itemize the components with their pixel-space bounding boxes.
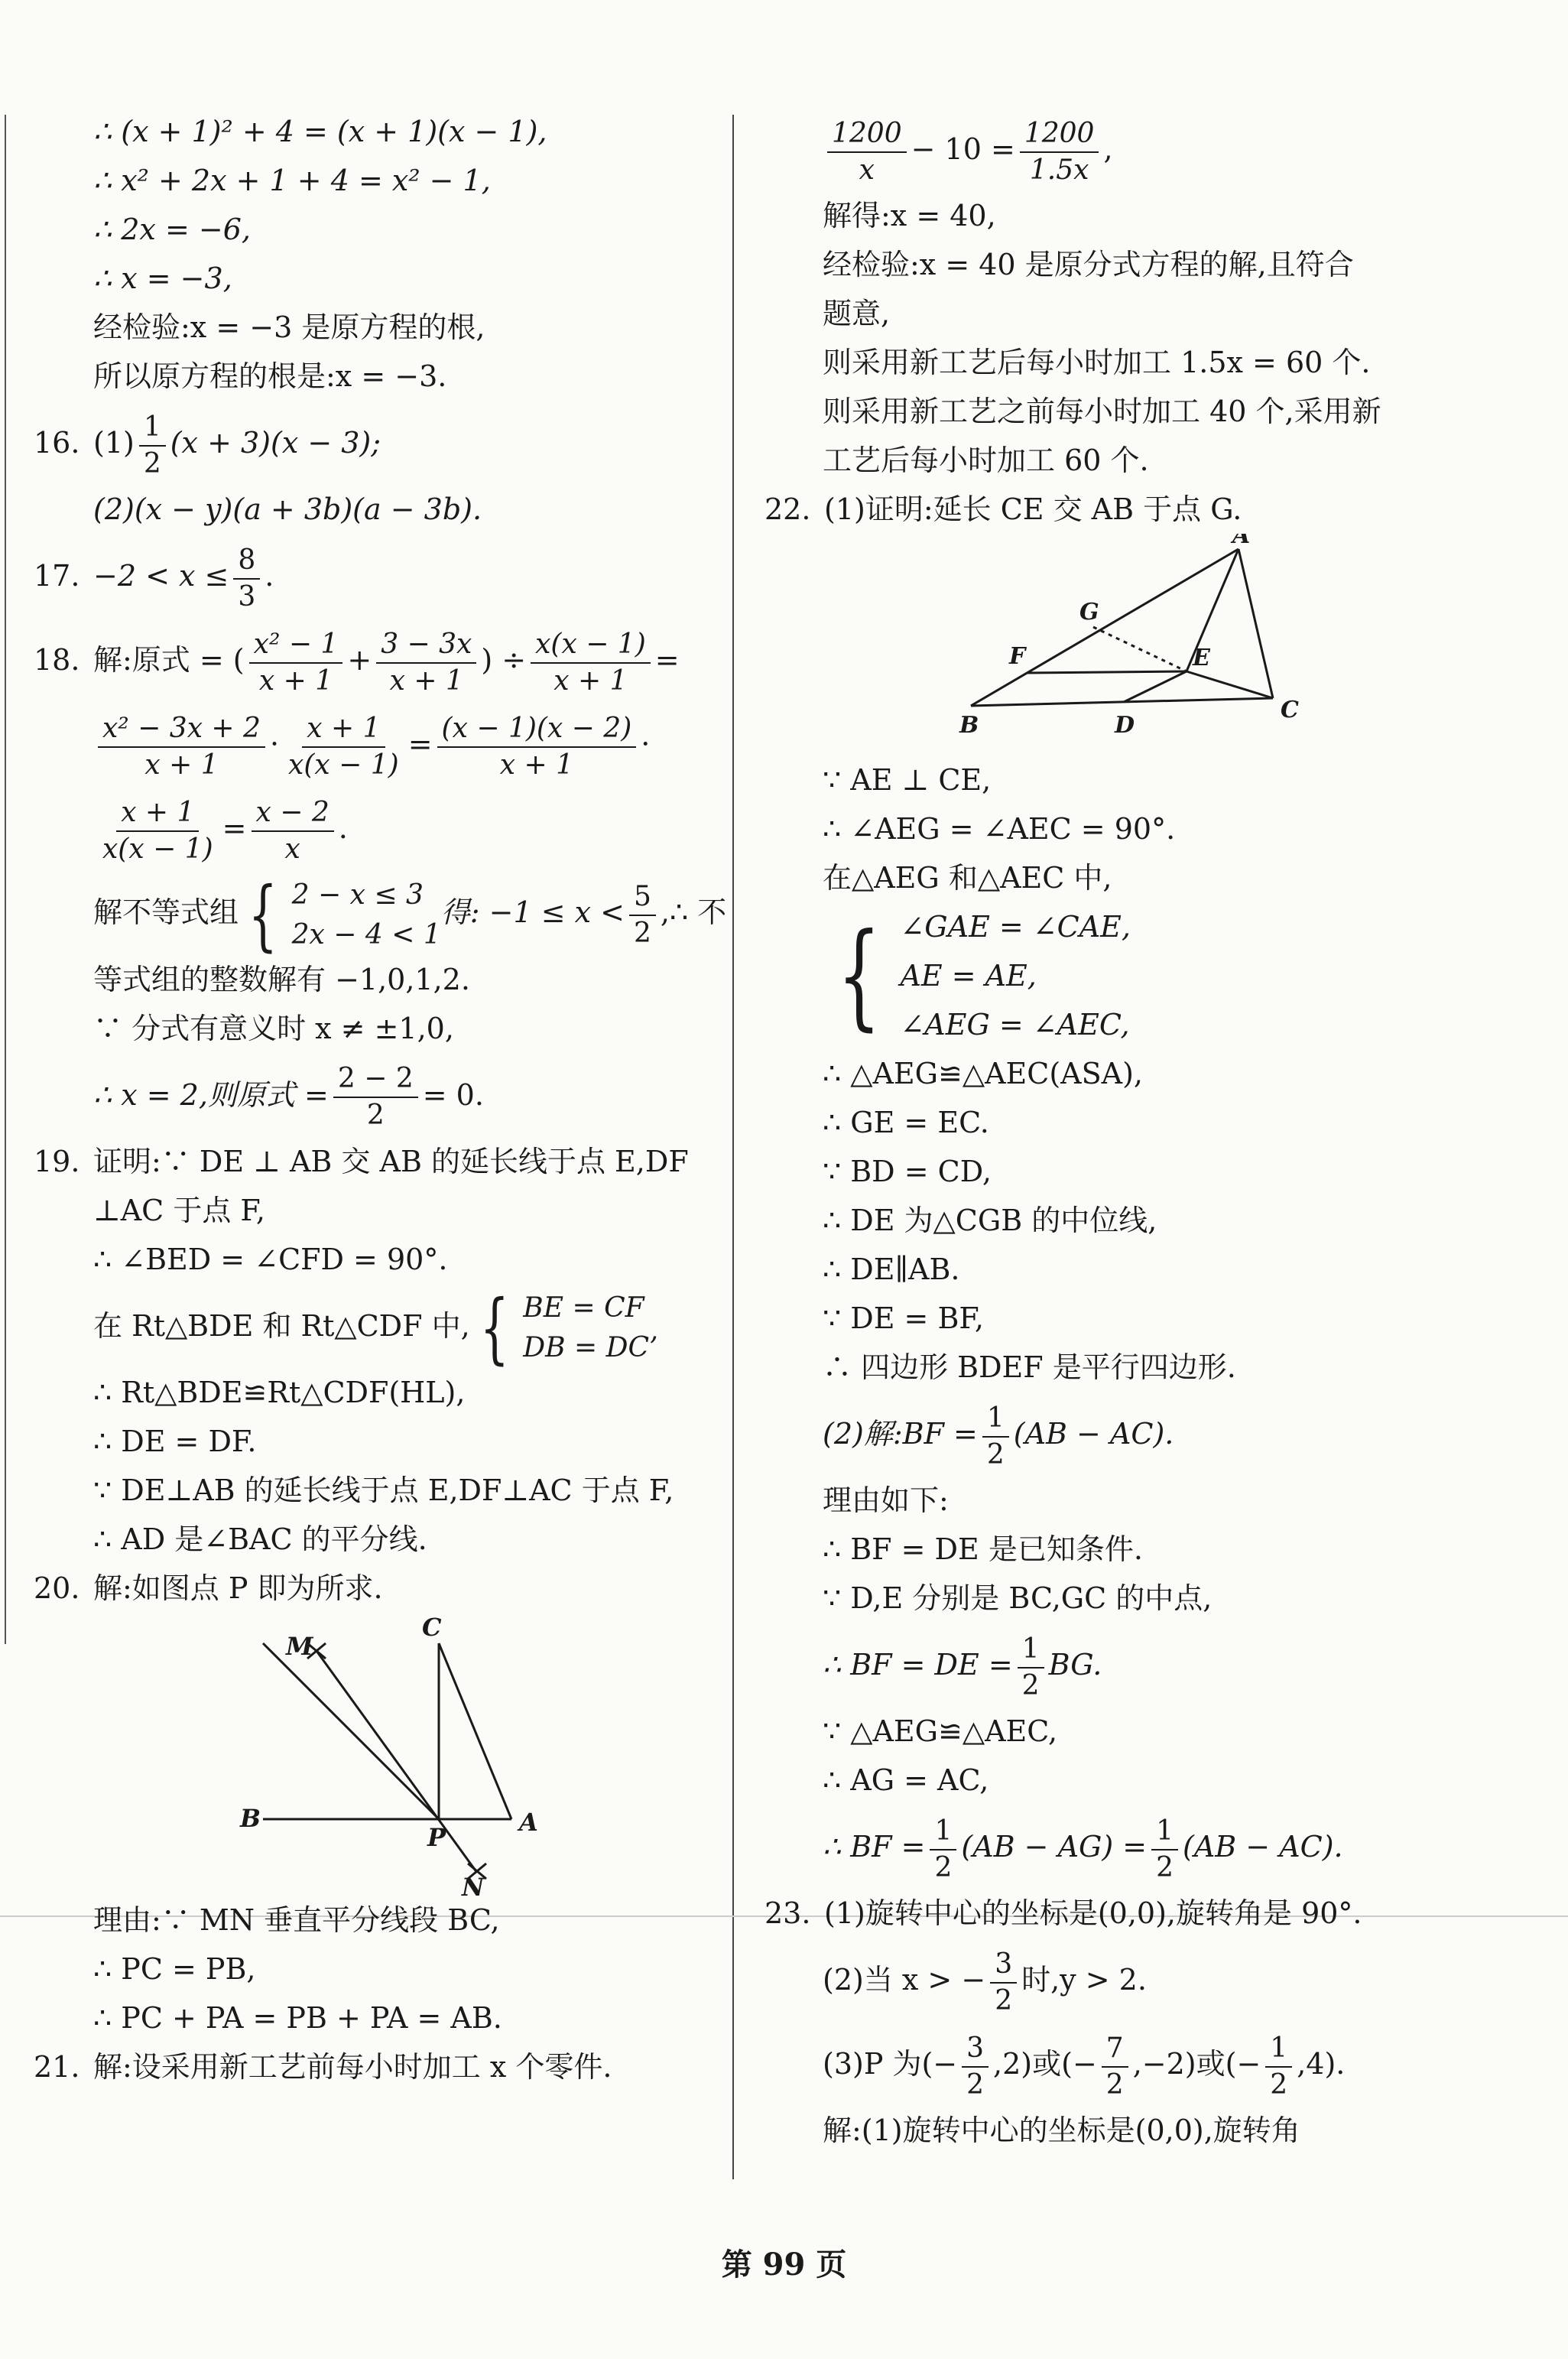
question-23-part-2 (765, 1938, 1529, 2022)
question-20 (34, 1564, 722, 1613)
denominator: 2 (634, 917, 651, 949)
denominator: x + 1 (144, 749, 219, 781)
question-18-line-4 (34, 869, 727, 960)
question-22-line-19 (765, 1805, 1529, 1889)
label-A: A (1232, 534, 1251, 549)
system-brace (823, 902, 1131, 1049)
numerator: 2 − 2 (333, 1061, 418, 1098)
text-line: ∴ DE∥AB. (823, 1253, 960, 1286)
brace-glyph: { (479, 1283, 509, 1373)
fraction (284, 711, 404, 783)
text-line: ∴ x = −3, (93, 262, 232, 295)
label-M: M (286, 1632, 313, 1661)
numerator: 8 (233, 543, 260, 580)
text-line: 解得:x = 40, (823, 199, 996, 232)
column-divider (732, 115, 734, 2179)
system-brace (470, 1283, 658, 1373)
condition-row: AE = AE, (900, 959, 1037, 993)
text-line: 等式组的整数解有 −1,0,1,2. (93, 962, 470, 996)
numerator: x(x − 1) (531, 627, 651, 664)
text-line: 解:(1)旋转中心的坐标是(0,0),旋转角 (823, 2114, 1300, 2147)
numerator: x² − 3x + 2 (98, 711, 265, 748)
text: . (265, 559, 274, 593)
text-line: 在△AEG 和△AEC 中, (823, 861, 1112, 895)
text: (2)解:BF = (823, 1417, 978, 1451)
denominator: x + 1 (258, 664, 333, 697)
text: ,∴ 不 (660, 895, 727, 929)
numerator: x² − 1 (249, 627, 343, 664)
text: · (641, 727, 651, 761)
denominator: x (284, 833, 300, 865)
denominator: 1.5x (1029, 154, 1089, 186)
fraction (982, 1401, 1009, 1473)
congruence-brace (765, 902, 1529, 1049)
text: (3)P 为(− (823, 2047, 958, 2081)
text: ∴ x = 2,则原式 = (93, 1077, 329, 1112)
text-line: ∴ GE = EC. (823, 1106, 989, 1139)
right-column (765, 107, 1529, 2155)
text: −2 < x ≤ (93, 559, 229, 593)
text-line: ∴ BF = DE 是已知条件. (823, 1532, 1143, 1566)
text-line: 经检验:x = 40 是原分式方程的解,且符合 (823, 248, 1354, 281)
denominator: 2 (143, 447, 161, 479)
segment-BC-side (263, 1643, 439, 1819)
triangle-parallelogram-diagram (765, 534, 1529, 755)
text-line: 理由:∵ MN 垂直平分线段 BC, (93, 1903, 500, 1937)
text: ∴ BF = DE = (823, 1648, 1013, 1682)
numerator: 1200 (1020, 116, 1099, 153)
inequality-row: 2 − x ≤ 3 (291, 879, 424, 911)
numerator: 3 (962, 2031, 989, 2068)
numerator: 1 (1151, 1814, 1178, 1850)
numerator: 5 (629, 879, 656, 916)
question-number: 19. (34, 1144, 80, 1178)
label-C: C (1281, 697, 1299, 723)
line-MN (317, 1651, 477, 1873)
text-line: 所以原方程的根是:x = −3. (93, 359, 447, 393)
segment-AC (1238, 549, 1273, 698)
text: = (222, 811, 247, 845)
brace-glyph: { (248, 869, 278, 960)
fraction (531, 627, 651, 699)
fraction (1265, 2031, 1292, 2103)
text: 解不等式组 (93, 895, 239, 929)
numerator: 1 (930, 1814, 956, 1850)
text-line: ∴ 2x = −6, (93, 213, 251, 246)
segment-BA (971, 549, 1238, 706)
text: = 0. (422, 1077, 484, 1112)
question-number: 20. (34, 1571, 80, 1605)
question-number: 16. (34, 426, 80, 460)
text: 得: −1 ≤ x < (440, 895, 625, 929)
text: ∴ BF = (823, 1830, 926, 1863)
text-line: ∴ AD 是∠BAC 的平分线. (93, 1522, 427, 1556)
text: ,2)或(− (993, 2047, 1097, 2081)
question-22-part-2 (765, 1392, 1529, 1476)
text: = (407, 727, 433, 761)
text: (2)当 x > − (823, 1963, 986, 1997)
numerator: 1 (1018, 1632, 1044, 1669)
numerator: 3 − 3x (376, 627, 476, 664)
text-line: ∵ DE⊥AB 的延长线于点 E,DF⊥AC 于点 F, (93, 1474, 674, 1507)
text-line: 则采用新工艺后每小时加工 1.5x = 60 个. (823, 346, 1371, 379)
denominator: 2 (995, 1984, 1013, 2016)
denominator: 2 (934, 1851, 953, 1883)
question-22 (765, 485, 1529, 534)
denominator: 2 (966, 2068, 985, 2101)
fraction (990, 1947, 1017, 2019)
label-A: A (519, 1808, 538, 1837)
text: ) ÷ (481, 643, 527, 677)
text-line: ∴ 四边形 BDEF 是平行四边形. (823, 1350, 1236, 1384)
segment-EC (1187, 671, 1273, 698)
text-line: ∵ D,E 分别是 BC,GC 的中点, (823, 1581, 1213, 1615)
text: (1)证明:延长 CE 交 AB 于点 G. (824, 492, 1242, 526)
figure-22 (765, 534, 1529, 755)
denominator: x(x − 1) (288, 749, 399, 781)
denominator: x + 1 (554, 664, 628, 697)
left-margin-rule (5, 115, 6, 1644)
question-17 (34, 534, 722, 618)
question-22-line-16 (765, 1623, 1529, 1707)
denominator: 2 (366, 1100, 385, 1131)
text-line: 题意, (823, 297, 891, 330)
text-line: 经检验:x = −3 是原方程的根, (93, 310, 485, 344)
equation-row: DB = DC’ (523, 1332, 658, 1363)
fraction (233, 543, 260, 615)
text-line: ∴ AG = AC, (823, 1763, 989, 1797)
fraction (629, 879, 656, 951)
fraction (1018, 1632, 1044, 1704)
fraction (139, 410, 166, 482)
text-line: ∴ PC + PA = PB + PA = AB. (93, 2001, 502, 2035)
denominator: 2 (1021, 1669, 1040, 1701)
question-18 (34, 618, 722, 702)
question-18-line-3 (34, 786, 722, 870)
question-number: 21. (34, 2050, 80, 2084)
text: (1)旋转中心的坐标是(0,0),旋转角是 90°. (824, 1896, 1362, 1930)
label-E: E (1193, 645, 1210, 671)
text: · (269, 727, 280, 761)
text-line: ∴ x² + 2x + 1 + 4 = x² − 1, (93, 164, 491, 197)
numerator: x − 2 (252, 795, 334, 832)
fraction (962, 2031, 989, 2103)
text-line: 理由如下: (823, 1483, 949, 1517)
question-number: 23. (765, 1896, 811, 1930)
label-F: F (1009, 643, 1026, 670)
text: ,−2)或(− (1132, 2047, 1261, 2081)
question-16 (34, 401, 722, 485)
text-line: ∴ DE 为△CGB 的中位线, (823, 1204, 1157, 1237)
numerator: 1 (1265, 2031, 1292, 2068)
text-line: ∴ PC = PB, (93, 1952, 256, 1986)
page-number: 第 99 页 (721, 2247, 847, 2283)
text-line: ∴ ∠AEG = ∠AEC = 90°. (823, 812, 1176, 846)
denominator: x + 1 (499, 749, 574, 781)
text: (x + 3)(x − 3); (170, 426, 381, 460)
numerator: x + 1 (302, 711, 385, 748)
text-line: (2)(x − y)(a + 3b)(a − 3b). (93, 492, 482, 526)
text: , (1103, 132, 1113, 166)
denominator: 2 (1156, 1851, 1174, 1883)
segment-FE (1027, 671, 1187, 673)
denominator: x(x − 1) (102, 833, 213, 865)
denominator: 2 (986, 1438, 1005, 1470)
label-C: C (422, 1613, 442, 1642)
text: + (347, 643, 372, 677)
text: 解:设采用新工艺前每小时加工 x 个零件. (93, 2050, 612, 2084)
denominator: 2 (1270, 2068, 1288, 2101)
label-N: N (462, 1873, 485, 1896)
condition-row: ∠GAE = ∠CAE, (900, 910, 1131, 944)
question-19 (34, 1137, 722, 1186)
fraction (98, 795, 218, 867)
fraction (333, 1061, 418, 1133)
question-number: 17. (34, 559, 80, 593)
segment-DE (1124, 671, 1187, 702)
denominator: x (859, 154, 875, 186)
text-line: ∴ ∠BED = ∠CFD = 90°. (93, 1242, 448, 1276)
text-line: ∴ (x + 1)² + 4 = (x + 1)(x − 1), (93, 115, 547, 148)
text-line: ⊥AC 于点 F, (93, 1193, 265, 1227)
label-P: P (427, 1823, 446, 1852)
equation-line (765, 107, 1529, 191)
label-D: D (1115, 712, 1135, 739)
text-line: 则采用新工艺之前每小时加工 40 个,采用新 (823, 395, 1381, 428)
fraction (1151, 1814, 1178, 1886)
text-line: ∵ △AEG≌△AEC, (823, 1714, 1058, 1748)
segment-GE-dashed (1093, 627, 1187, 671)
text: 解:原式 = ( (93, 643, 245, 677)
text: 在 Rt△BDE 和 Rt△CDF 中, (93, 1308, 470, 1343)
text-line: ∴ Rt△BDE≌Rt△CDF(HL), (93, 1376, 466, 1409)
segment-CA (439, 1643, 511, 1819)
text: 解:如图点 P 即为所求. (93, 1571, 383, 1605)
text: (AB − AC). (1013, 1417, 1174, 1451)
left-column (34, 107, 727, 2091)
segment-BC (971, 698, 1273, 706)
question-18-line-7 (34, 1053, 722, 1137)
fraction (1020, 116, 1099, 188)
denominator: 2 (1105, 2068, 1124, 2101)
question-23-part-3 (765, 2022, 1529, 2106)
system-brace (239, 869, 441, 960)
numerator: 1 (982, 1401, 1009, 1438)
text: BG. (1048, 1648, 1102, 1682)
label-B: B (240, 1804, 261, 1833)
text: − 10 = (911, 132, 1015, 166)
text-line: ∵ DE = BF, (823, 1301, 984, 1335)
figure-20 (34, 1613, 722, 1896)
denominator: 3 (238, 580, 256, 612)
text-line: ∵ BD = CD, (823, 1155, 992, 1188)
question-number: 22. (765, 492, 811, 526)
label-B: B (959, 712, 979, 739)
text: (AB − AC). (1183, 1830, 1343, 1863)
fraction (827, 116, 907, 188)
fraction (98, 711, 265, 783)
equation-row: BE = CF (523, 1292, 644, 1324)
numerator: (x − 1)(x − 2) (437, 711, 637, 748)
text: (1) (93, 426, 135, 460)
fraction (376, 627, 476, 699)
text: = (654, 643, 680, 677)
text: ,4). (1297, 2047, 1346, 2081)
question-number: 18. (34, 643, 80, 677)
fraction (252, 795, 334, 867)
numerator: 7 (1102, 2031, 1128, 2068)
text-line: ∴ DE = DF. (93, 1425, 257, 1458)
numerator: x + 1 (116, 795, 199, 832)
fraction (249, 627, 343, 699)
fraction (1102, 2031, 1128, 2103)
label-G: G (1079, 599, 1099, 625)
text-line: ∵ AE ⊥ CE, (823, 763, 992, 797)
text-line: 工艺后每小时加工 60 个. (823, 444, 1149, 477)
text-line: ∵ 分式有意义时 x ≠ ±1,0, (93, 1011, 454, 1045)
text: (AB − AG) = (961, 1830, 1148, 1863)
question-18-line-2 (34, 702, 722, 786)
numerator: 1200 (827, 116, 907, 153)
text-line: ∴ △AEG≌△AEC(ASA), (823, 1057, 1143, 1090)
text: . (338, 811, 348, 845)
brace-glyph: { (837, 909, 881, 1042)
fraction (930, 1814, 956, 1886)
condition-row: ∠AEG = ∠AEC, (900, 1008, 1130, 1041)
denominator: x + 1 (389, 664, 463, 697)
text: 时,y > 2. (1021, 1963, 1147, 1997)
text: 证明:∵ DE ⊥ AB 交 AB 的延长线于点 E,DF (93, 1144, 689, 1178)
question-21 (34, 2042, 722, 2091)
inequality-row: 2x − 4 < 1 (291, 918, 441, 950)
numerator: 1 (139, 410, 166, 447)
fraction (437, 711, 637, 783)
numerator: 3 (990, 1947, 1017, 1984)
question-19-line-4 (34, 1283, 722, 1373)
triangle-perpendicular-bisector-diagram (34, 1613, 722, 1896)
question-23 (765, 1889, 1529, 1938)
